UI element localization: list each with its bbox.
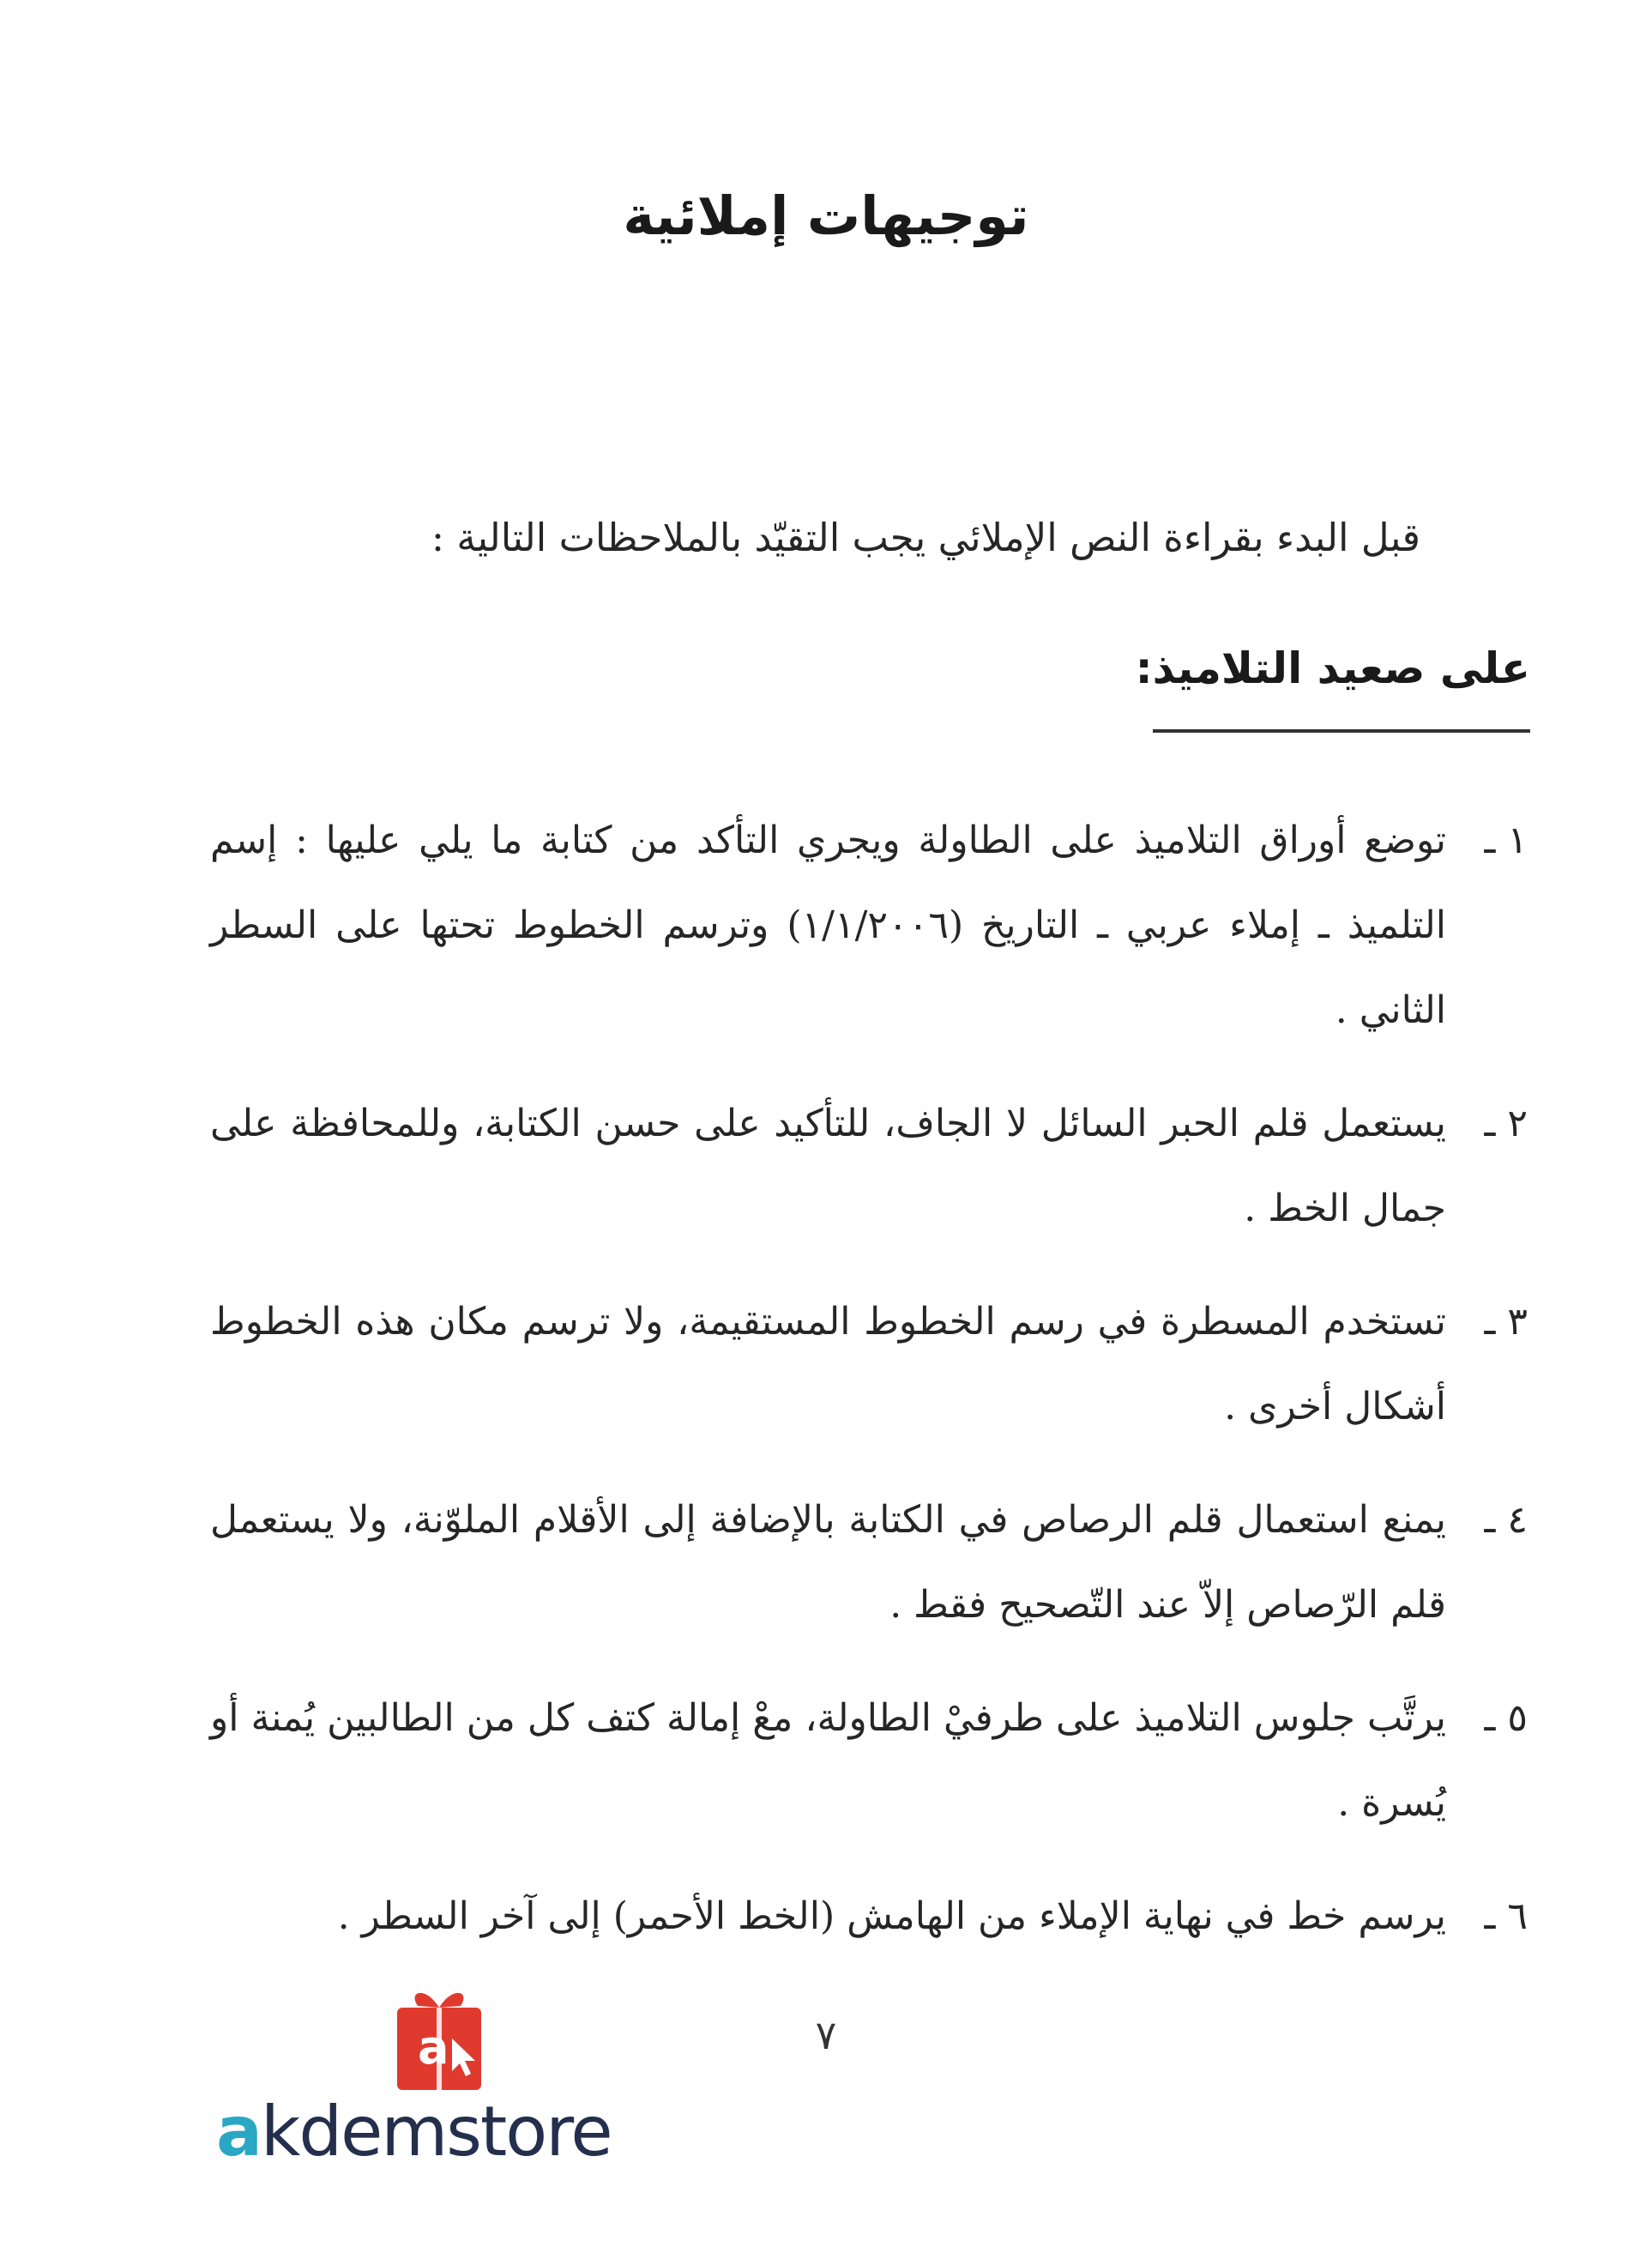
item-number: ٥ ـ [1484,1696,1528,1740]
svg-text:a: a [418,2020,449,2075]
item-text: يرسم خط في نهاية الإملاء من الهامش (الخط الأحمر) إلى آخر السطر . [337,1894,1446,1938]
list-item [210,798,1528,1053]
intro-paragraph: قبل البدء بقراءة النص الإملائي يجب التقيّد بالملاحظات التالية : [431,515,1420,560]
item-text: توضع أوراق التلاميذ على الطاولة ويجري التأكد من كتابة ما يلي عليها : إسم التلميذ ـ إملاء عربي ـ التاريخ (١/١/٢٠٠٦) وترسم الخطوط تحتها على السطر الثاني . [210,818,1446,1032]
akdemstore-logo [216,1982,662,2171]
item-text: يرتَّب جلوس التلاميذ على طرفيْ الطاولة، معْ إمالة كتف كل من الطالبين يُمنة أو يُسرة . [210,1696,1446,1825]
list-item [210,1279,1528,1449]
instructions-list [210,798,1528,1987]
item-number: ٤ ـ [1484,1498,1528,1542]
item-number: ٣ ـ [1484,1300,1528,1344]
item-text: يستعمل قلم الحبر السائل لا الجاف، للتأكيد على حسن الكتابة، وللمحافظة على جمال الخط . [210,1102,1446,1230]
item-number: ٦ ـ [1484,1894,1528,1938]
list-item [210,1081,1528,1251]
logo-wordmark [216,2092,612,2171]
item-number: ٢ ـ [1484,1102,1528,1145]
page-title: توجيهات إملائية [623,184,1029,247]
logo-text-rest: kdemstore [260,2092,612,2171]
item-text: تستخدم المسطرة في رسم الخطوط المستقيمة، ولا ترسم مكان هذه الخطوط أشكال أخرى . [210,1300,1447,1428]
item-text: يمنع استعمال قلم الرصاص في الكتابة بالإضافة إلى الأقلام الملوّنة، ولا يستعمل قلم الرّصاص إلاّ عند التّصحيح فقط . [210,1498,1446,1627]
book-gift-icon [392,1982,486,2093]
list-item [210,1477,1528,1647]
section-heading: على صعيد التلاميذ: [1135,643,1530,693]
item-number: ١ ـ [1484,818,1528,862]
page-number: ٧ [815,2012,837,2058]
heading-underline [1153,729,1530,733]
list-item [210,1874,1528,1959]
list-item [210,1676,1528,1845]
logo-letter-a: a [216,2092,261,2171]
